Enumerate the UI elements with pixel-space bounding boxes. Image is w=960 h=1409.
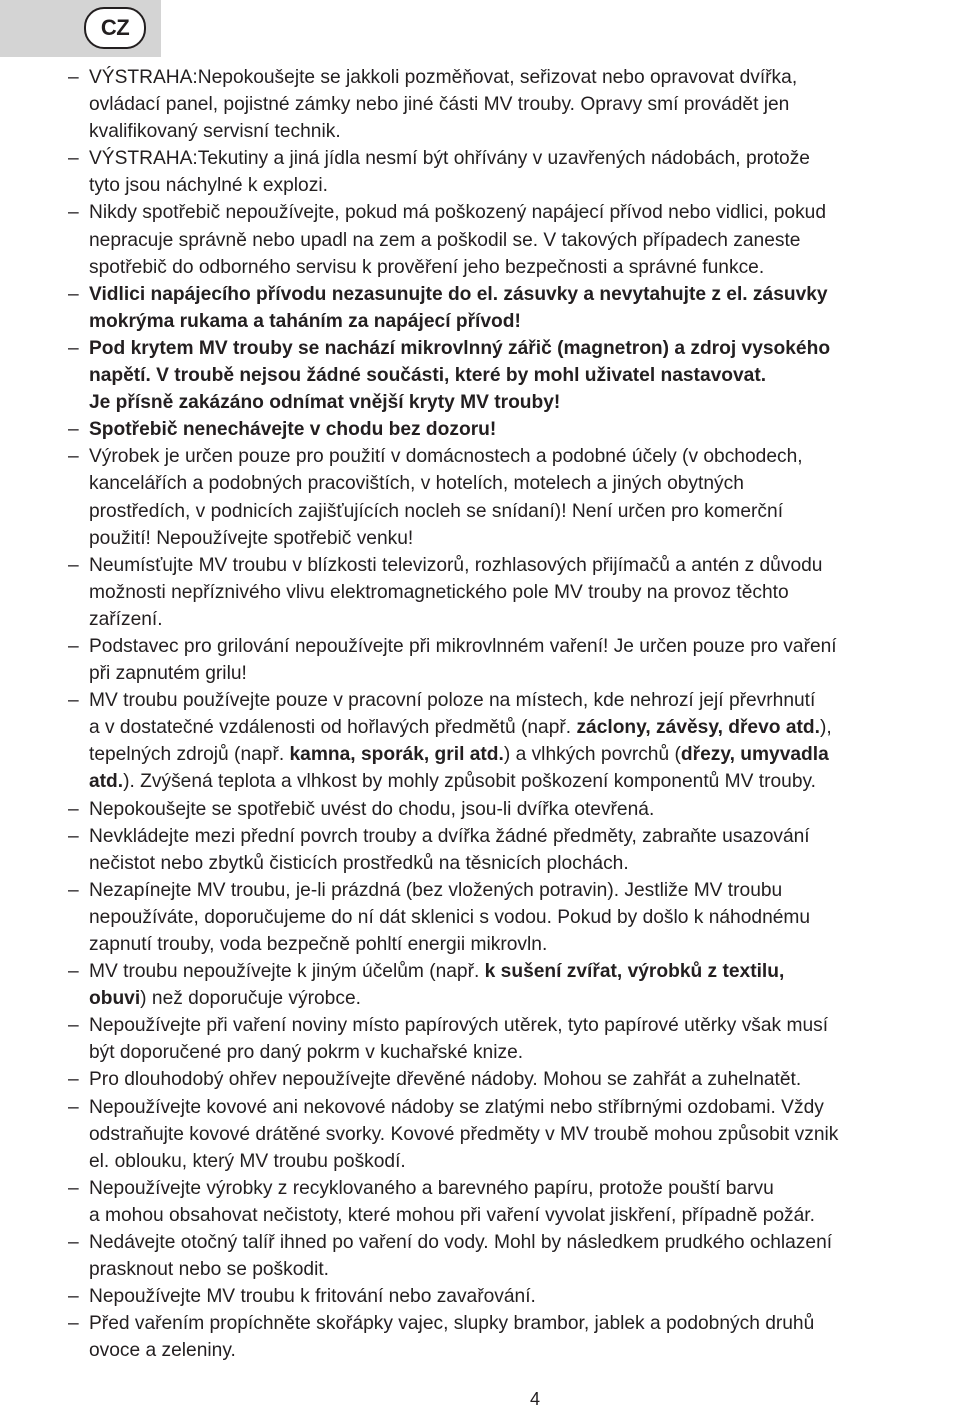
bold-text: Pod krytem MV trouby se nachází mikrovlnný zářič (magnetron) a zdroj vysokého bbox=[89, 337, 831, 359]
list-item-line bbox=[89, 931, 958, 958]
list-item-line bbox=[89, 91, 958, 118]
text: Nedávejte otočný talíř ihned po vaření do vody. Mohl by následkem prudkého ochlazení bbox=[89, 1232, 833, 1254]
list-item bbox=[68, 877, 958, 958]
list-item bbox=[68, 64, 958, 145]
list-item bbox=[68, 1310, 958, 1364]
list-item bbox=[68, 443, 958, 551]
text: být doporučené pro daný pokrm v kuchařské knize. bbox=[89, 1042, 524, 1064]
list-item-line bbox=[89, 172, 958, 199]
list-item-line bbox=[89, 254, 958, 281]
text: Nikdy spotřebič nepoužívejte, pokud má poškozený napájecí přívod nebo vidlici, pokud bbox=[89, 202, 827, 224]
list-item-line bbox=[89, 1094, 958, 1121]
bold-text: dřezy, umyvadla bbox=[680, 744, 829, 766]
list-item-line bbox=[89, 118, 958, 145]
text: Nezapínejte MV troubu, je-li prázdná (bez vložených potravin). Jestliže MV troubu bbox=[89, 879, 783, 901]
list-item-line bbox=[89, 552, 958, 579]
text: nepoužíváte, doporučujeme do ní dát sklenici s vodou. Pokud by došlo k náhodnému bbox=[89, 906, 811, 928]
list-item-line bbox=[89, 470, 958, 497]
bold-text: k sušení zvířat, výrobků z textilu, bbox=[484, 961, 785, 983]
list-item-line bbox=[89, 904, 958, 931]
list-item-line bbox=[89, 1229, 958, 1256]
bold-text: obuvi bbox=[89, 988, 141, 1010]
list-item bbox=[68, 1094, 958, 1175]
text: odstraňujte kovové drátěné svorky. Kovové předměty v MV troubě mohou způsobit vznik bbox=[89, 1123, 839, 1145]
list-item-line bbox=[89, 1337, 958, 1364]
text: ovládací panel, pojistné zámky nebo jiné části MV trouby. Opravy smí provádět jen bbox=[89, 94, 790, 116]
bold-text: Je přísně zakázáno odnímat vnější kryty MV trouby! bbox=[89, 392, 561, 414]
list-item-line bbox=[89, 687, 958, 714]
list-item-line bbox=[89, 768, 958, 795]
list-item bbox=[68, 335, 958, 416]
list-item-line bbox=[89, 145, 958, 172]
text: použití! Nepoužívejte spotřebič venku! bbox=[89, 527, 414, 549]
list-item-line bbox=[89, 1012, 958, 1039]
text: kvalifikovaný servisní technik. bbox=[89, 121, 341, 143]
list-item-line bbox=[89, 389, 958, 416]
text: a v dostatečné vzdálenosti od hořlavých předmětů (např. bbox=[89, 717, 577, 739]
text: ) než doporučuje výrobce. bbox=[140, 988, 361, 1010]
list-item-line bbox=[89, 796, 958, 823]
text: zařízení. bbox=[89, 608, 163, 630]
list-item-line bbox=[89, 281, 958, 308]
text: Nepoužívejte kovové ani nekovové nádoby se zlatými nebo stříbrnými ozdobami. Vždy bbox=[89, 1096, 824, 1118]
list-item-line bbox=[89, 633, 958, 660]
text: Nevkládejte mezi přední povrch trouby a dvířka žádné předměty, zabraňte usazování bbox=[89, 825, 810, 847]
text: Nepoužívejte MV troubu k fritování nebo zavařování. bbox=[89, 1286, 536, 1308]
bold-text: Vidlici napájecího přívodu nezasunujte do el. zásuvky a nevytahujte z el. zásuvky bbox=[89, 283, 828, 305]
text: nečistot nebo zbytků čisticích prostředků na těsnicích plochách. bbox=[89, 852, 629, 874]
list-item-line bbox=[89, 579, 958, 606]
list-item bbox=[68, 1066, 958, 1093]
list-item-line bbox=[89, 741, 958, 768]
list-item bbox=[68, 1175, 958, 1229]
list-item-line bbox=[89, 1202, 958, 1229]
text: Pro dlouhodobý ohřev nepoužívejte dřevěné nádoby. Mohou se zahřát a zuhelnatět. bbox=[89, 1069, 802, 1091]
text: ). Zvýšená teplota a vlhkost by mohly způsobit poškození komponentů MV trouby. bbox=[123, 771, 817, 793]
text: prasknout nebo se poškodit. bbox=[89, 1259, 330, 1281]
list-item-line bbox=[89, 525, 958, 552]
text: MV troubu používejte pouze v pracovní poloze na místech, kde nehrozí její převrhnutí bbox=[89, 690, 816, 712]
list-item-line bbox=[89, 1310, 958, 1337]
list-item bbox=[68, 1283, 958, 1310]
text: tyto jsou náchylné k explozi. bbox=[89, 175, 328, 197]
list-item bbox=[68, 281, 958, 335]
bold-text: Spotřebič nenechávejte v chodu bez dozoru! bbox=[89, 419, 497, 441]
text: VÝSTRAHA:Nepokoušejte se jakkoli pozměňovat, seřizovat nebo opravovat dvířka, bbox=[89, 67, 798, 88]
text: prostředích, v podnicích zajišťujících nocleh se snídaní)! Není určen pro komerční bbox=[89, 500, 784, 522]
text: možnosti nepříznivého vlivu elektromagnetického pole MV trouby na provoz těchto bbox=[89, 581, 789, 603]
language-badge: CZ bbox=[84, 7, 146, 49]
list-item bbox=[68, 1012, 958, 1066]
list-item bbox=[68, 1229, 958, 1283]
text: ovoce a zeleniny. bbox=[89, 1340, 236, 1362]
list-item-line bbox=[89, 660, 958, 687]
list-item bbox=[68, 687, 958, 795]
list-item-line bbox=[89, 335, 958, 362]
language-tab bbox=[0, 0, 161, 57]
list-item-line bbox=[89, 606, 958, 633]
text: Nepoužívejte výrobky z recyklovaného a barevného papíru, protože pouští barvu bbox=[89, 1177, 774, 1199]
list-item-line bbox=[89, 1283, 958, 1310]
list-item-line bbox=[89, 308, 958, 335]
bold-text: mokrýma rukama a taháním za napájecí přívod! bbox=[89, 310, 521, 332]
list-item-line bbox=[89, 416, 958, 443]
list-item-line bbox=[89, 850, 958, 877]
list-item-line bbox=[89, 1256, 958, 1283]
text: ), bbox=[819, 717, 832, 739]
text: Výrobek je určen pouze pro použití v domácnostech a podobné účely (v obchodech, bbox=[89, 446, 803, 468]
list-item-line bbox=[89, 1066, 958, 1093]
text: Nepokoušejte se spotřebič uvést do chodu, jsou-li dvířka otevřená. bbox=[89, 798, 655, 820]
text: kancelářích a podobných pracovištích, v hotelích, motelech a jiných obytných bbox=[89, 473, 744, 495]
list-item-line bbox=[89, 1121, 958, 1148]
bold-text: atd. bbox=[89, 771, 124, 793]
list-item-line bbox=[89, 227, 958, 254]
text: nepracuje správně nebo upadl na zem a poškodil se. V takových případech zaneste bbox=[89, 229, 801, 251]
list-item-line bbox=[89, 877, 958, 904]
list-item-line bbox=[89, 1039, 958, 1066]
text: VÝSTRAHA:Tekutiny a jiná jídla nesmí být ohřívány v uzavřených nádobách, protože bbox=[89, 148, 810, 170]
list-item bbox=[68, 823, 958, 877]
bold-text: napětí. V troubě nejsou žádné součásti, které by mohl uživatel nastavovat. bbox=[89, 365, 767, 387]
text: spotřebič do odborného servisu k prověření jeho bezpečnosti a správné funkce. bbox=[89, 256, 765, 278]
list-item-line bbox=[89, 199, 958, 226]
text: zapnutí trouby, voda bezpečně pohltí energii mikrovln. bbox=[89, 934, 548, 955]
text: ) a vlhkých povrchů ( bbox=[503, 744, 681, 766]
list-item bbox=[68, 796, 958, 823]
list-item-line bbox=[89, 362, 958, 389]
safety-instructions-list bbox=[68, 64, 958, 1365]
list-item bbox=[68, 633, 958, 687]
list-item-line bbox=[89, 985, 958, 1012]
list-item bbox=[68, 145, 958, 199]
bold-text: kamna, sporák, gril atd. bbox=[289, 744, 504, 766]
page-number: 4 bbox=[529, 1389, 540, 1409]
list-item-line bbox=[89, 498, 958, 525]
text: Podstavec pro grilování nepoužívejte při mikrovlnném vaření! Je určen pouze pro vaření bbox=[89, 635, 837, 657]
text: při zapnutém grilu! bbox=[89, 663, 247, 685]
list-item bbox=[68, 416, 958, 443]
bold-text: záclony, závěsy, dřevo atd. bbox=[576, 717, 820, 739]
text: a mohou obsahovat nečistoty, které mohou při vaření vyvolat jiskření, případně požár. bbox=[89, 1204, 815, 1226]
list-item bbox=[68, 552, 958, 633]
list-item-line bbox=[89, 1148, 958, 1175]
list-item-line bbox=[89, 1175, 958, 1202]
list-item-line bbox=[89, 64, 958, 91]
list-item-line bbox=[89, 823, 958, 850]
text: Nepoužívejte při vaření noviny místo papírových utěrek, tyto papírové utěrky však musí bbox=[89, 1015, 829, 1037]
text: Před vařením propíchněte skořápky vajec, slupky brambor, jablek a podobných druhů bbox=[89, 1313, 815, 1335]
text: el. oblouku, který MV troubu poškodí. bbox=[89, 1150, 406, 1172]
list-item bbox=[68, 199, 958, 280]
text: tepelných zdrojů (např. bbox=[89, 744, 290, 766]
list-item-line bbox=[89, 714, 958, 741]
list-item bbox=[68, 958, 958, 1012]
list-item-line bbox=[89, 443, 958, 470]
list-item-line bbox=[89, 958, 958, 985]
text: Neumísťujte MV troubu v blízkosti televizorů, rozhlasových přijímačů a antén z důvodu bbox=[89, 554, 823, 576]
text: MV troubu nepoužívejte k jiným účelům (např. bbox=[89, 961, 485, 983]
